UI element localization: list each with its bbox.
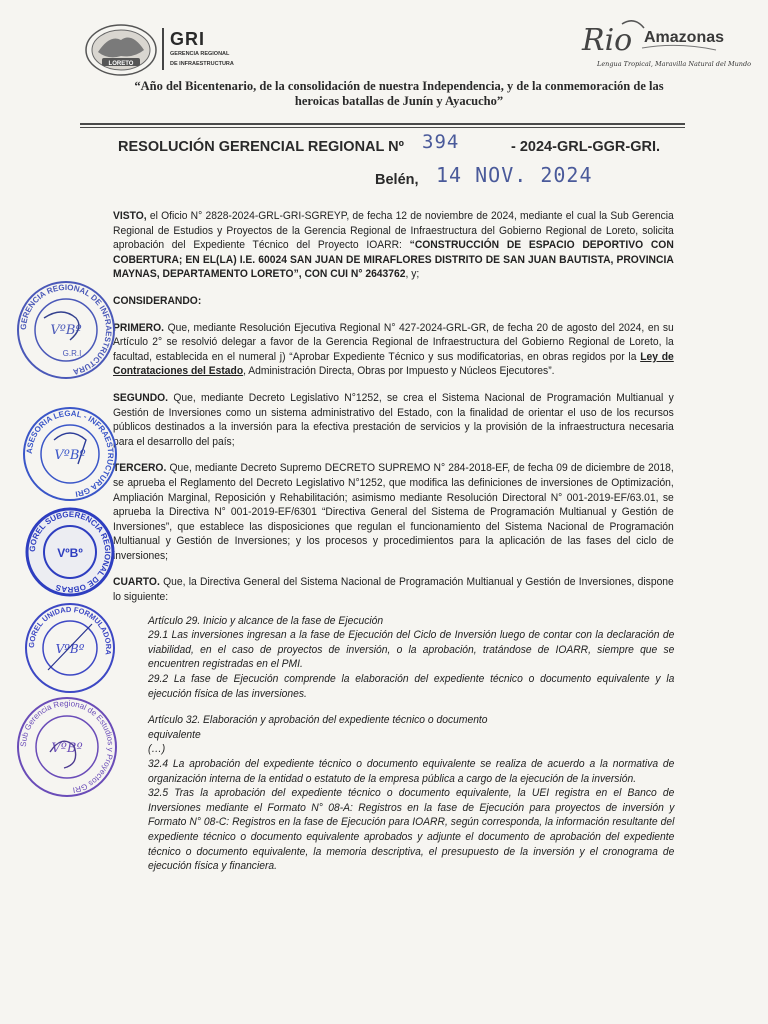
project-name: “CONSTRUCCIÓN DE ESPACIO DEPORTIVO CON COBERTURA; EN EL(LA) I.E. 60024 SAN JUAN DE MIRAFLORES DISTRITO DE SAN JUAN BAUTISTA, PROVINCIA MAYNAS, DEPARTAMENTO LORETO”, CON CUI N° 2643762 xyxy=(113,239,674,281)
city-label: Belén, xyxy=(375,172,419,188)
primero-paragraph xyxy=(113,321,674,379)
loreto-logo xyxy=(84,22,158,78)
primero-text: Que, mediante Resolución Ejecutiva Regional N° 427-2024-GRL-GR, de fecha 20 de agosto del 2024, en su Artículo 2° se resolvió delegar a favor de la Gerencia Regional de Infraestructura del Gobierno Regional de Loreto, la facultad, establecida en el numeral j) “Aprobar Expediente Técnico y sus modificatorias, en obras regidos por la xyxy=(113,321,674,363)
tercero-text: Que, mediante Decreto Supremo DECRETO SUPREMO N° 284-2018-EF, de fecha 09 de diciembre de 2018, se aprueba el Reglamento del Decreto Legislativo N°1252, que modifica las definiciones de inversiones de Optimización, Ampliación Marginal, Reposición y Rehabilitación; asimismo mediante Resolución Directoral N° 001-2019-EF/63.01, se aprueba la Directiva N° 001-2019-EF/6301 “Directiva General del Sistema de Programación Multianual y Gestión de Inversiones”, que establece las disposiciones que regulan el funcionamiento del Sistema Nacional de Programación Multianual y Gestión de Inversiones; y los procesos y procedimientos para la aplicación de las fases del ciclo de inversiones; xyxy=(113,462,674,562)
primero-label: PRIMERO. xyxy=(113,321,165,334)
considerando-heading xyxy=(113,294,674,309)
art32-title: Artículo 32. Elaboración y aprobación del expediente técnico o documento xyxy=(148,714,488,727)
primero-end: , Administración Directa, Obras por Impuesto y Núcleos Ejecutores”. xyxy=(243,365,555,378)
resolution-suffix: - 2024-GRL-GGR-GRI. xyxy=(511,139,661,155)
gri-title: GRI xyxy=(170,29,206,49)
stamp-legal-center: VºBº xyxy=(54,448,86,463)
tercero-paragraph xyxy=(113,461,674,563)
considerando-label: CONSIDERANDO: xyxy=(113,294,202,307)
rio-tagline: Lengua Tropical, Maravilla Natural del Mundo xyxy=(597,60,752,68)
stamp-estudios-center: VºBº xyxy=(51,741,83,756)
directive-quote xyxy=(148,614,714,874)
stamp-gorel-obras-ring: GOREL SUBGERENCIA REGIONAL DE OBRAS xyxy=(27,509,113,595)
stamp-gri-bottom: G.R.I xyxy=(62,349,82,358)
stamp-gorel-form-center: VºBº xyxy=(55,642,85,656)
motto-line-2: heroicas batallas de Junín y Ayacucho” xyxy=(294,94,504,108)
amazonas-name: Amazonas xyxy=(644,29,725,46)
resolution-number: 394 xyxy=(422,131,460,153)
motto-line-1: “Año del Bicentenario, de la consolidación de nuestra Independencia, y de la conmemoración de las xyxy=(134,79,664,93)
rio-script: Rio xyxy=(582,23,633,58)
stamp-legal-ring: ASESORIA LEGAL - INFRAESTRUCTURA GRI xyxy=(24,408,116,499)
resolution-title: RESOLUCIÓN GERENCIAL REGIONAL Nº xyxy=(118,139,404,155)
stamp-asesoria-legal xyxy=(20,404,120,504)
ley-contrataciones-link: Ley de Contrataciones del Estado xyxy=(113,350,674,378)
segundo-label: SEGUNDO. xyxy=(113,391,169,404)
stamp-gri xyxy=(14,278,118,382)
art32-title-cont: equivalente xyxy=(148,728,201,741)
header-rule-thick xyxy=(80,123,685,125)
art29-2: 29.2 La fase de Ejecución comprende la elaboración del expediente técnico o documento equivalente y la ejecución física de las inversiones. xyxy=(148,673,675,700)
visto-label: VISTO, xyxy=(113,210,147,222)
tercero-label: TERCERO. xyxy=(113,462,167,475)
visto-paragraph xyxy=(113,209,674,282)
art32-5: 32.5 Tras la aprobación del expediente técnico o documento equivalente, la UEI registra en el Banco de Inversiones mediante el Formato N° 08-A: Registros en la fase de Ejecución para proyectos de inversión y Formato N° 08-C: Registros en la fase de Ejecución para IOARR, según corresponda, la información resultante del expediente técnico o documento equivalente aprobados y adjunte el documento de aprobación del expediente técnico o documento equivalente, la memoria descriptiva, el presupuesto de la inversión y el cronograma de ejecución física y financiera. xyxy=(148,787,675,873)
segundo-paragraph xyxy=(113,391,674,449)
stamp-estudios-ring: Sub Gerencia Regional de Estudios y Proyectos GRI xyxy=(18,698,116,795)
quote-ellipsis: (…) xyxy=(148,743,166,756)
header-divider xyxy=(162,28,164,70)
visto-text: el Oficio N° 2828-2024-GRL-GRI-SGREYP, de fecha 12 de noviembre de 2024, mediante el cual la Sub Gerencia Regional de Estudios y Proyectos de la Gerencia Regional de Infraestructura del Gobierno Regional de Loreto, solicita aprobación del Expediente Técnico del Proyecto IOARR: xyxy=(113,210,674,252)
art29-1: 29.1 Las inversiones ingresan a la fase de Ejecución del Ciclo de Inversión luego de contar con la declaración de viabilidad, en el caso de proyectos de inversión, o la aprobación, tratándose de IOARR, siempre que se encuentren registradas en el PMI. xyxy=(148,629,675,671)
art32-4: 32.4 La aprobación del expediente técnico o documento equivalente se realiza de acuerdo a la normativa de organización interna de la entidad o estatuto de la empresa pública a cargo de la ejecución de la inversión. xyxy=(148,758,675,785)
year-motto xyxy=(110,79,688,109)
stamp-gorel-formuladora xyxy=(22,600,118,696)
stamp-gri-center: VºBº xyxy=(50,323,82,338)
stamp-gorel-obras xyxy=(24,506,116,598)
visto-end: , y; xyxy=(405,268,420,281)
resolution-body xyxy=(113,209,674,874)
gri-subtitle-2: DE INFRAESTRUCTURA xyxy=(170,60,234,67)
cuarto-paragraph xyxy=(113,575,674,604)
art29-title: Artículo 29. Inicio y alcance de la fase de Ejecución xyxy=(148,614,384,627)
date-stamp: 14 NOV. 2024 xyxy=(436,163,593,187)
cuarto-text: Que, la Directiva General del Sistema Nacional de Programación Multianual y Gestión de Inversiones, dispone lo siguiente: xyxy=(113,576,674,604)
gri-subtitle-1: GERENCIA REGIONAL xyxy=(170,51,230,57)
stamp-gorel-form-ring: GOREL UNIDAD FORMULADORA xyxy=(26,604,114,656)
stamp-estudios-proyectos xyxy=(14,694,120,800)
stamp-gri-ring: GERENCIA REGIONAL DE INFRAESTRUCTURA xyxy=(18,282,114,377)
stamp-gorel-obras-center: VºBº xyxy=(57,546,83,560)
loreto-logo-text: LORETO xyxy=(108,61,134,67)
gri-logo xyxy=(170,30,234,67)
cuarto-label: CUARTO. xyxy=(113,576,160,589)
header-rule-thin xyxy=(80,127,685,128)
segundo-text: Que, mediante Decreto Legislativo N°1252, se crea el Sistema Nacional de Programación Multianual y Gestión de Inversiones como un sistema administrativo del Estado, con la finalidad de orientar el uso de los recursos públicos destinados a la inversión para la efectiva prestación de servicios y la provisión de la infraestructura necesaria para el desarrollo del país; xyxy=(113,391,674,448)
